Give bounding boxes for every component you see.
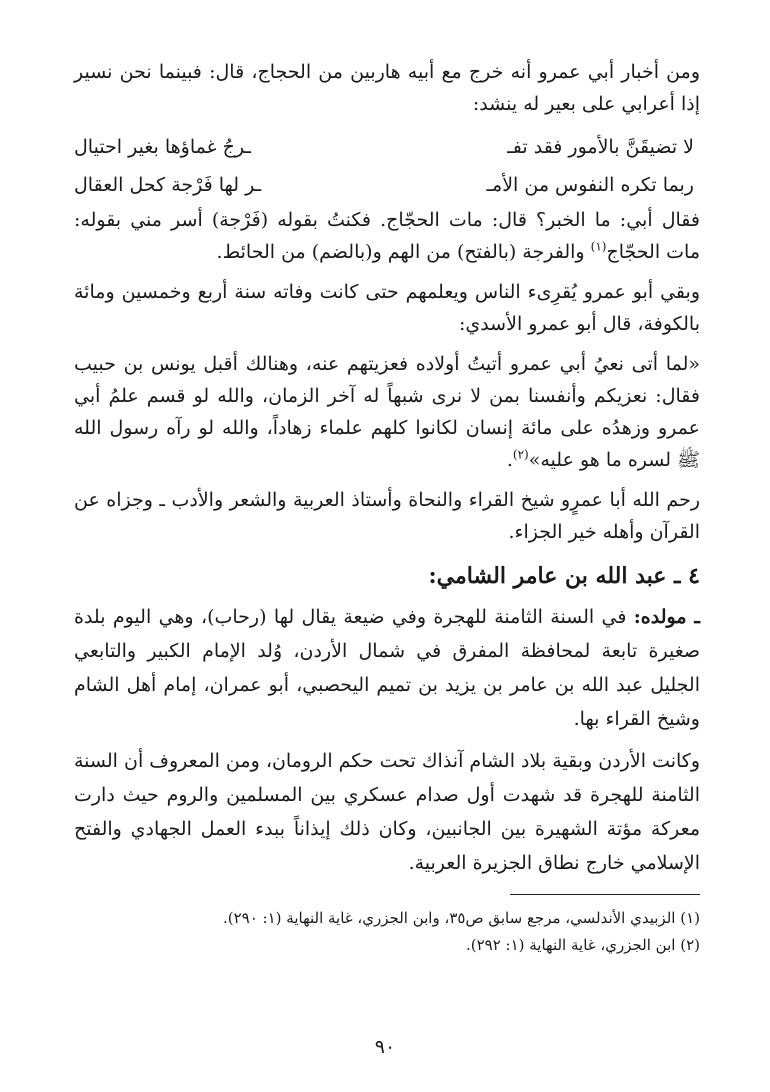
birth-label: ـ مولده:	[633, 606, 701, 628]
paragraph-father-text: فقال أبي: ما الخبر؟ قال: مات الحجّاج. فكنتُ بقوله (فَرْجة) أسر مني بقوله: مات الحجّاج	[74, 209, 700, 263]
paragraph-quote	[74, 348, 700, 476]
footnote-ref-1: (١)	[590, 239, 607, 254]
verse-line	[74, 166, 700, 204]
verse-line	[74, 128, 700, 166]
paragraph-intro: ومن أخبار أبي عمرو أنه خرج مع أبيه هاربين من الحجاج، قال: فبينما نحن نسير إذا أعرابي على بعير له ينشد:	[74, 61, 700, 115]
footnote-2: (٢) ابن الجزري، غاية النهاية (١: ٢٩٢).	[465, 936, 700, 954]
quote-text: «لما أتى نعيُ أبي عمرو أتيتُ أولاده فعزيتهم عنه، وهنالك أقبل يونس بن حبيب فقال: نعزيكم وأنفسنا بمن لا نرى شبهاً له آخر الزمان، والله لو قسم علمُ أبي عمرو وزهدُه على مائة إنسان لكانوا كلهم علماء زهاداً، والله لو رآه رسول الله ﷺ لسره ما هو عليه»	[74, 353, 700, 471]
paragraph-jordan: وكانت الأردن وبقية بلاد الشام آنذاك تحت حكم الرومان، ومن المعروف أن السنة الثامنة للهجرة قد شهدت أول صدام عسكري بين المسلمين والروم حيث دارت معركة مؤتة الشهيرة بين الجانبين، وكان ذلك إيذاناً ببدء العمل الجهادي والفتح الإسلامي خارج نطاق الجزيرة العربية.	[74, 750, 700, 874]
footnote-ref-2: (٢)	[512, 447, 529, 462]
poem-verses	[74, 128, 700, 204]
paragraph-teaching: وبقي أبو عمرو يُقرِىء الناس ويعلمهم حتى كانت وفاته سنة أربع وخمسين ومائة بالكوفة، قال أبو عمرو الأسدي:	[74, 281, 700, 335]
verse-second-hemistich: ـر لها فَرْجة كحل العقال	[74, 174, 262, 196]
birth-text: في السنة الثامنة للهجرة وفي ضيعة يقال لها (رحاب)، وهي اليوم بلدة صغيرة تابعة لمحافظة المفرق في شمال الأردن، وُلد الإمام الكبير والتابعي الجليل عبد الله بن عامر بن يزيد بن تميم اليحصبي، أبو عمران، إمام أهل الشام وشيخ القراء بها.	[74, 606, 700, 730]
verse-second-hemistich: ـرجُ غماؤها بغير احتيال	[74, 136, 251, 158]
verse-first-hemistich: لا تضيقَنَّ بالأمور فقد تفـ	[507, 136, 694, 158]
footnote-1: (١) الزبيدي الأندلسي، مرجع سابق ص٣٥، وابن الجزري، غاية النهاية (١: ٢٩٠).	[222, 909, 700, 927]
page-body	[74, 56, 700, 959]
paragraph-birth	[74, 600, 700, 736]
paragraph-father-rest: والفرجة (بالفتح) من الهم و(بالضم) من الحائط.	[216, 241, 591, 263]
footnote-divider	[510, 894, 700, 895]
section-heading: ٤ ـ عبد الله بن عامر الشامي:	[428, 563, 700, 589]
verse-first-hemistich: ربما تكره النفوس من الأمـ	[486, 174, 694, 196]
paragraph-mercy: رحم الله أبا عمرٍو شيخ القراء والنحاة وأستاذ العربية والشعر والأدب ـ وجزاه عن القرآن وأهله خير الجزاء.	[74, 489, 700, 543]
page-number: ٩٠	[374, 1036, 396, 1058]
paragraph-father	[74, 204, 700, 268]
quote-end: .	[506, 449, 513, 471]
